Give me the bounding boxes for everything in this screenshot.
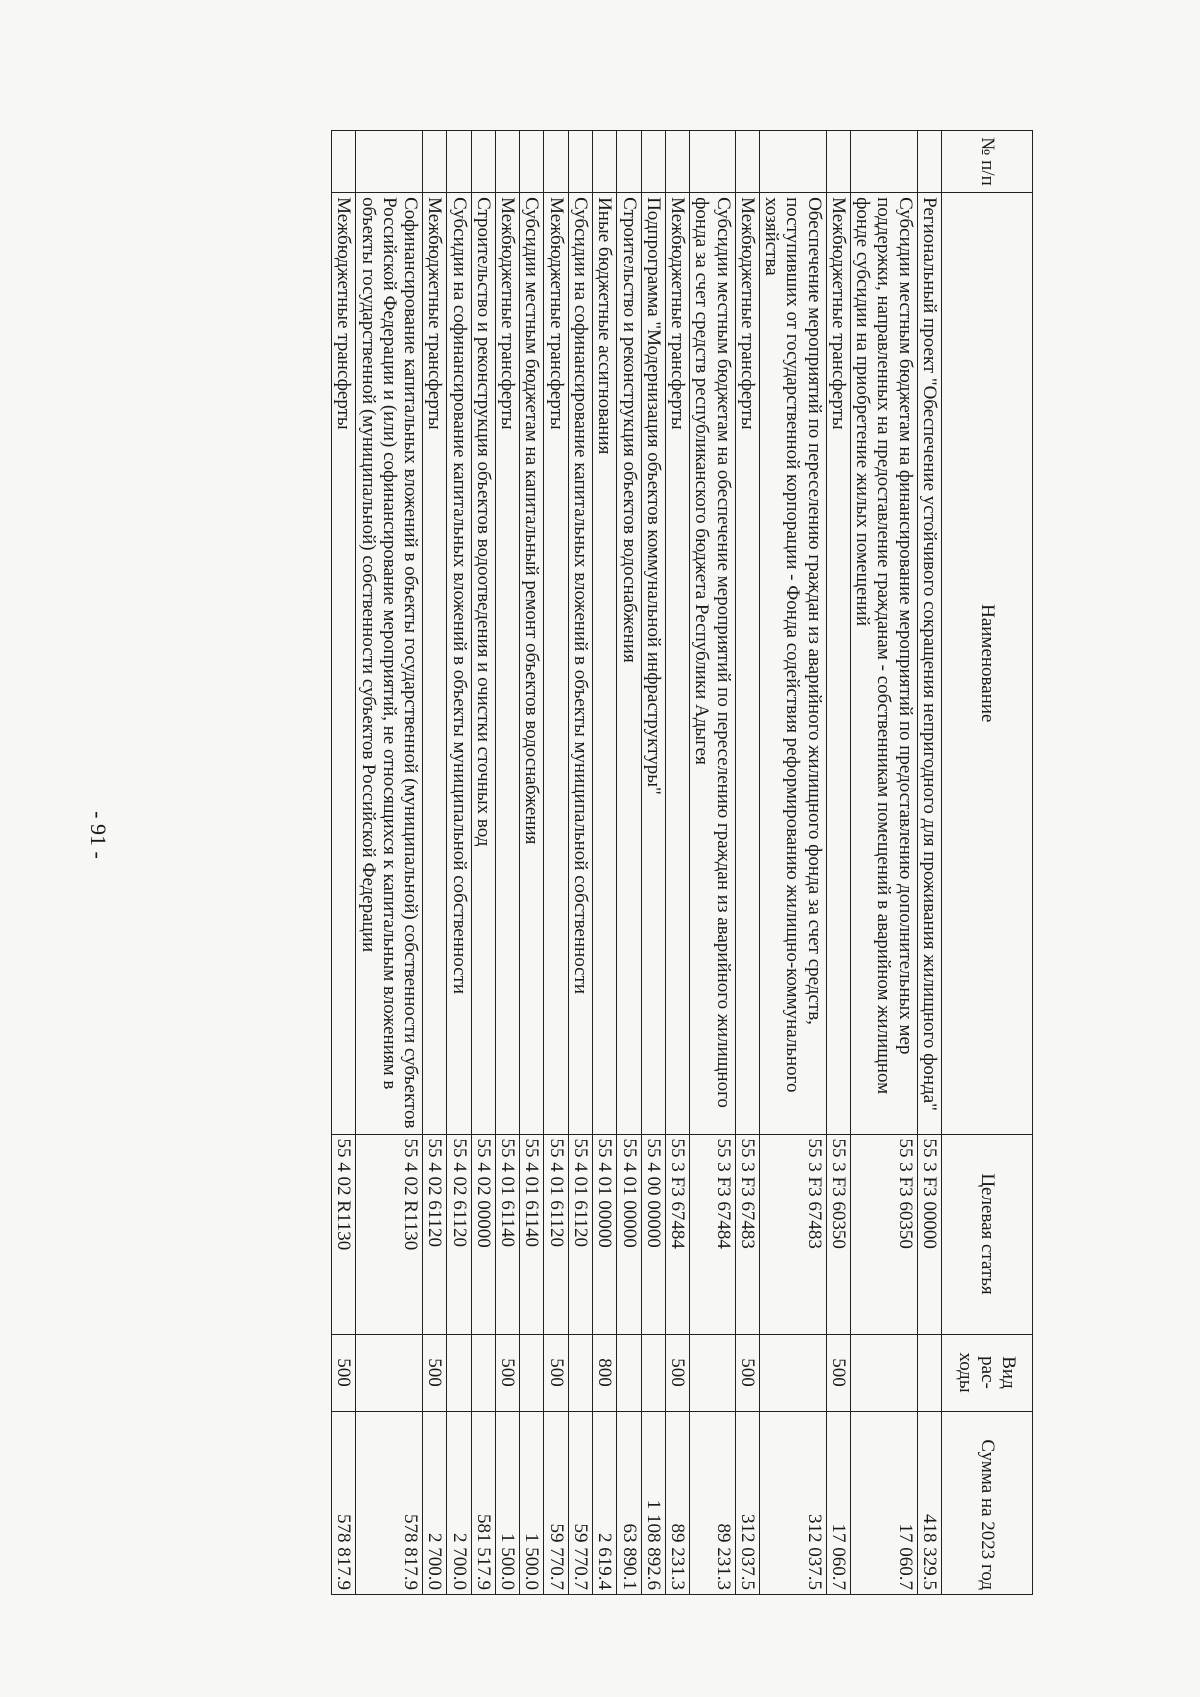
page-number: - 91 - bbox=[85, 811, 111, 859]
row-target-article: 55 3 F3 60350 bbox=[850, 1134, 917, 1334]
table-row bbox=[520, 131, 544, 1595]
row-name: Субсидии местным бюджетам на обеспечение мероприятий по переселению граждан из аварийного жилищного фонда за счет средств республиканского бюджета Республики Адыгея bbox=[690, 193, 736, 1134]
table-row bbox=[332, 131, 356, 1595]
row-expense-type bbox=[520, 1334, 544, 1411]
row-sum: 63 890.1 bbox=[617, 1411, 641, 1594]
row-sum: 312 037.5 bbox=[735, 1411, 759, 1594]
table-row bbox=[735, 131, 759, 1595]
row-num bbox=[495, 131, 519, 193]
row-name: Обеспечение мероприятий по переселению граждан из аварийного жилищного фонда за счет средств, поступивших от государственной корпорации - Фонда содействия реформированию жилищно-коммунального хозяйства bbox=[759, 193, 826, 1134]
row-num bbox=[617, 131, 641, 193]
table-row bbox=[665, 131, 689, 1595]
row-expense-type: 500 bbox=[495, 1334, 519, 1411]
table-row bbox=[568, 131, 592, 1595]
row-num bbox=[665, 131, 689, 193]
row-num bbox=[641, 131, 665, 193]
table-row bbox=[826, 131, 850, 1595]
table-row bbox=[447, 131, 471, 1595]
row-expense-type bbox=[568, 1334, 592, 1411]
table-row bbox=[690, 131, 736, 1595]
header-expense-type: Вид рас-ходы bbox=[942, 1334, 1033, 1411]
row-target-article: 55 4 01 61140 bbox=[495, 1134, 519, 1334]
table-row bbox=[850, 131, 917, 1595]
budget-table bbox=[331, 130, 1033, 1595]
row-sum: 59 770.7 bbox=[544, 1411, 568, 1594]
row-expense-type bbox=[759, 1334, 826, 1411]
row-sum: 1 108 892.6 bbox=[641, 1411, 665, 1594]
table-row bbox=[495, 131, 519, 1595]
row-expense-type: 500 bbox=[826, 1334, 850, 1411]
table-row bbox=[471, 131, 495, 1595]
row-name: Субсидии местным бюджетам на финансирование мероприятий по предоставлению дополнительных мер поддержки, направленных на предоставление гражданам - собственникам помещений в аварийном жилищном фонде субсидии на приобретение жилых помещений bbox=[850, 193, 917, 1134]
row-name: Межбюджетные трансферты bbox=[495, 193, 519, 1134]
row-num bbox=[850, 131, 917, 193]
row-num bbox=[917, 131, 941, 193]
row-target-article: 55 4 02 00000 bbox=[471, 1134, 495, 1334]
row-name: Строительство и реконструкция объектов водоотведения и очистки сточных вод bbox=[471, 193, 495, 1134]
row-expense-type: 500 bbox=[735, 1334, 759, 1411]
row-num bbox=[568, 131, 592, 193]
row-expense-type: 500 bbox=[423, 1334, 447, 1411]
row-expense-type bbox=[917, 1334, 941, 1411]
row-num bbox=[593, 131, 617, 193]
row-name: Межбюджетные трансферты bbox=[544, 193, 568, 1134]
rotated-page-content bbox=[125, 130, 1033, 1595]
row-sum: 2 700.0 bbox=[423, 1411, 447, 1594]
row-sum: 59 770.7 bbox=[568, 1411, 592, 1594]
row-expense-type bbox=[447, 1334, 471, 1411]
row-name: Межбюджетные трансферты bbox=[665, 193, 689, 1134]
row-num bbox=[356, 131, 423, 193]
row-expense-type: 500 bbox=[544, 1334, 568, 1411]
row-sum: 578 817.9 bbox=[356, 1411, 423, 1594]
row-target-article: 55 3 F3 00000 bbox=[917, 1134, 941, 1334]
row-expense-type bbox=[690, 1334, 736, 1411]
row-target-article: 55 4 01 61120 bbox=[568, 1134, 592, 1334]
row-target-article: 55 3 F3 67484 bbox=[665, 1134, 689, 1334]
table-header-row bbox=[942, 131, 1033, 1595]
row-name: Межбюджетные трансферты bbox=[735, 193, 759, 1134]
row-target-article: 55 4 02 R1130 bbox=[332, 1134, 356, 1334]
row-sum: 2 619.4 bbox=[593, 1411, 617, 1594]
row-name: Иные бюджетные ассигнования bbox=[593, 193, 617, 1134]
row-sum: 2 700.0 bbox=[447, 1411, 471, 1594]
row-target-article: 55 3 F3 67484 bbox=[690, 1134, 736, 1334]
row-target-article: 55 3 F3 67483 bbox=[759, 1134, 826, 1334]
row-num bbox=[520, 131, 544, 193]
row-target-article: 55 4 02 61120 bbox=[447, 1134, 471, 1334]
row-name: Межбюджетные трансферты bbox=[423, 193, 447, 1134]
header-sum-2023: Сумма на 2023 год bbox=[942, 1411, 1033, 1594]
table-row bbox=[356, 131, 423, 1595]
table-row bbox=[759, 131, 826, 1595]
row-sum: 312 037.5 bbox=[759, 1411, 826, 1594]
header-target-article: Целевая статья bbox=[942, 1134, 1033, 1334]
table-row bbox=[593, 131, 617, 1595]
row-sum: 418 329.5 bbox=[917, 1411, 941, 1594]
row-sum: 17 060.7 bbox=[826, 1411, 850, 1594]
row-num bbox=[690, 131, 736, 193]
row-target-article: 55 4 01 61120 bbox=[544, 1134, 568, 1334]
row-target-article: 55 3 F3 60350 bbox=[826, 1134, 850, 1334]
table-row bbox=[544, 131, 568, 1595]
header-name: Наименование bbox=[942, 193, 1033, 1134]
row-target-article: 55 4 01 00000 bbox=[593, 1134, 617, 1334]
table-row bbox=[641, 131, 665, 1595]
row-name: Субсидии местным бюджетам на капитальный ремонт объектов водоснабжения bbox=[520, 193, 544, 1134]
row-expense-type bbox=[617, 1334, 641, 1411]
row-num bbox=[544, 131, 568, 193]
row-num bbox=[826, 131, 850, 193]
table-row bbox=[917, 131, 941, 1595]
row-name: Софинансирование капитальных вложений в объекты государственной (муниципальной) собственности субъектов Российской Федерации и (или) софинансирование мероприятий, не относящихся к капитальным вложениям в объекты государственной (муниципальной) собственности субъектов Российской Федерации bbox=[356, 193, 423, 1134]
row-expense-type bbox=[641, 1334, 665, 1411]
row-expense-type bbox=[356, 1334, 423, 1411]
row-target-article: 55 4 02 R1130 bbox=[356, 1134, 423, 1334]
table-row bbox=[423, 131, 447, 1595]
row-sum: 578 817.9 bbox=[332, 1411, 356, 1594]
row-sum: 89 231.3 bbox=[690, 1411, 736, 1594]
row-name: Межбюджетные трансферты bbox=[332, 193, 356, 1134]
row-name: Региональный проект "Обеспечение устойчивого сокращения непригодного для проживания жилищного фонда" bbox=[917, 193, 941, 1134]
row-expense-type bbox=[471, 1334, 495, 1411]
row-name: Субсидии на софинансирование капитальных вложений в объекты муниципальной собственности bbox=[568, 193, 592, 1134]
row-target-article: 55 4 01 00000 bbox=[617, 1134, 641, 1334]
row-target-article: 55 4 02 61120 bbox=[423, 1134, 447, 1334]
row-target-article: 55 4 00 00000 bbox=[641, 1134, 665, 1334]
row-num bbox=[332, 131, 356, 193]
row-name: Межбюджетные трансферты bbox=[826, 193, 850, 1134]
row-sum: 17 060.7 bbox=[850, 1411, 917, 1594]
row-expense-type: 500 bbox=[665, 1334, 689, 1411]
row-num bbox=[759, 131, 826, 193]
row-target-article: 55 3 F3 67483 bbox=[735, 1134, 759, 1334]
row-sum: 89 231.3 bbox=[665, 1411, 689, 1594]
row-sum: 1 500.0 bbox=[495, 1411, 519, 1594]
row-sum: 1 500.0 bbox=[520, 1411, 544, 1594]
row-sum: 581 517.9 bbox=[471, 1411, 495, 1594]
row-expense-type: 800 bbox=[593, 1334, 617, 1411]
row-num bbox=[735, 131, 759, 193]
row-num bbox=[471, 131, 495, 193]
row-num bbox=[423, 131, 447, 193]
row-expense-type: 500 bbox=[332, 1334, 356, 1411]
table-row bbox=[617, 131, 641, 1595]
row-expense-type bbox=[850, 1334, 917, 1411]
header-num: № п/п bbox=[942, 131, 1033, 193]
row-name: Субсидии на софинансирование капитальных вложений в объекты муниципальной собственности bbox=[447, 193, 471, 1134]
row-name: Подпрограмма "Модернизация объектов коммунальной инфраструктуры" bbox=[641, 193, 665, 1134]
row-name: Строительство и реконструкция объектов водоснабжения bbox=[617, 193, 641, 1134]
row-target-article: 55 4 01 61140 bbox=[520, 1134, 544, 1334]
row-num bbox=[447, 131, 471, 193]
